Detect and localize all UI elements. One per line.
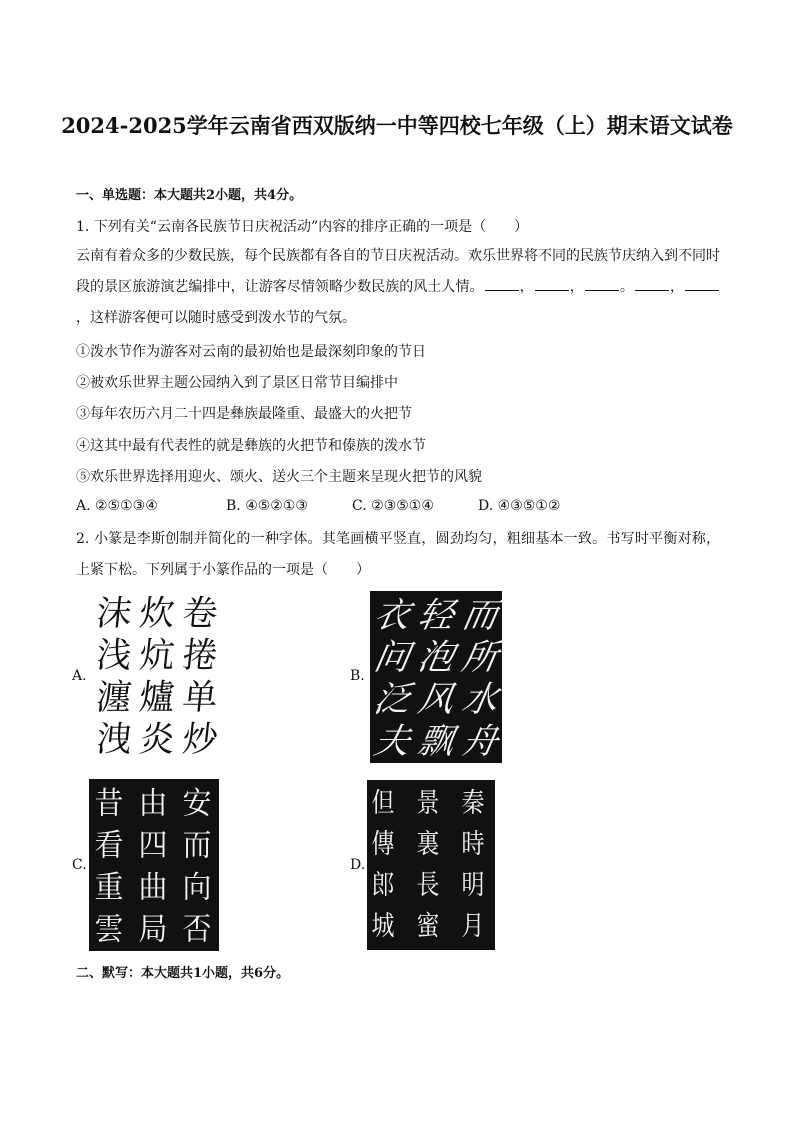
calligraphy-char: 城 [371, 911, 395, 942]
calligraphy-char: 瀍 [94, 678, 134, 718]
calligraphy-char: 傳 [371, 829, 395, 860]
answer-blank-2[interactable] [535, 276, 569, 291]
calligraphy-char: 所 [458, 638, 502, 678]
calligraphy-char: 浅 [94, 636, 134, 676]
calligraphy-char: 否 [182, 911, 212, 947]
section-heading-single-choice: 一、单选题：本大题共2小题，共4分。 [76, 188, 303, 203]
calligraphy-char: 蜜 [416, 911, 440, 942]
question-1-passage [76, 241, 720, 334]
question-1-options [76, 498, 676, 518]
calligraphy-char: 舟 [458, 722, 502, 762]
option-c[interactable]: C. ②③⑤①④ [352, 498, 434, 514]
separator: ， [519, 279, 534, 295]
image-option-d-label[interactable]: D. [350, 857, 366, 873]
calligraphy-char: 時 [461, 829, 485, 860]
answer-blank-3[interactable] [585, 276, 619, 291]
option-b[interactable]: B. ④⑤②①③ [226, 498, 308, 514]
calligraphy-char: 飘 [414, 722, 458, 762]
calligraphy-char: 裏 [416, 829, 440, 860]
calligraphy-char: 炒 [180, 720, 220, 760]
calligraphy-char: 衣 [370, 596, 414, 636]
calligraphy-char: 月 [461, 911, 485, 942]
calligraphy-image-c[interactable] [89, 779, 219, 951]
calligraphy-char: 昔 [94, 785, 124, 821]
calligraphy-char: 安 [182, 785, 212, 821]
calligraphy-char: 炕 [137, 636, 177, 676]
answer-blank-5[interactable] [685, 276, 719, 291]
calligraphy-char: 雲 [94, 911, 124, 947]
separator: ， [669, 279, 685, 295]
calligraphy-char: 炎 [137, 720, 177, 760]
calligraphy-char: 由 [138, 785, 168, 821]
calligraphy-char: 单 [180, 678, 220, 718]
calligraphy-char: 水 [458, 680, 502, 720]
calligraphy-char: 而 [458, 596, 502, 636]
calligraphy-char: 夫 [370, 722, 414, 762]
sentence-item-3: ③每年农历六月二十四是彝族最隆重、最盛大的火把节 [76, 406, 412, 422]
passage-text: 云南有着众多的少数民族，每个民族都有各自的节日庆祝活动。欢乐世界将不同的民族节庆纳入到不同时段的景区旅游演艺编排中，让游客尽情领略少数民族的风土人情。 [76, 248, 720, 295]
page-title: 2024-2025学年云南省西双版纳一中等四校七年级（上）期末语文试卷 [61, 113, 733, 138]
calligraphy-image-d[interactable] [367, 780, 495, 950]
calligraphy-char: 捲 [180, 636, 220, 676]
calligraphy-char: 但 [371, 788, 395, 819]
image-option-c-label[interactable]: C. [72, 857, 87, 873]
question-2-stem: 2. 小篆是李斯创制并简化的一种字体。其笔画横平竖直，圆劲均匀，粗细基本一致。书写时平衡对称，上紧下松。下列属于小篆作品的一项是（ ） [76, 531, 720, 578]
section-heading-dictation: 二、默写：本大题共1小题，共6分。 [76, 966, 290, 981]
option-a[interactable]: A. ②⑤①③④ [76, 498, 158, 514]
calligraphy-char: 而 [182, 827, 212, 863]
image-option-b-label[interactable]: B. [350, 668, 365, 684]
image-option-a-label[interactable]: A. [72, 668, 87, 684]
answer-blank-1[interactable] [485, 276, 519, 291]
calligraphy-char: 明 [461, 870, 485, 901]
sentence-item-1: ①泼水节作为游客对云南的最初始也是最深刻印象的节日 [76, 344, 426, 360]
calligraphy-char: 爐 [137, 678, 177, 718]
calligraphy-char: 曲 [138, 869, 168, 905]
separator: ， [569, 279, 584, 295]
calligraphy-char: 沫 [94, 594, 134, 634]
calligraphy-image-b[interactable] [370, 591, 502, 763]
passage-text-end: ，这样游客便可以随时感受到泼水节的气氛。 [76, 310, 356, 326]
calligraphy-char: 问 [370, 638, 414, 678]
calligraphy-char: 看 [94, 827, 124, 863]
calligraphy-char: 轻 [414, 596, 458, 636]
calligraphy-char: 局 [138, 911, 168, 947]
sentence-item-2: ②被欢乐世界主题公园纳入到了景区日常节目编排中 [76, 375, 398, 391]
sentence-item-5: ⑤欢乐世界选择用迎火、颂火、送火三个主题来呈现火把节的风貌 [76, 469, 482, 485]
calligraphy-char: 泡 [414, 638, 458, 678]
calligraphy-char: 秦 [461, 788, 485, 819]
calligraphy-char: 景 [416, 788, 440, 819]
calligraphy-char: 郎 [371, 870, 395, 901]
calligraphy-char: 卷 [180, 594, 220, 634]
calligraphy-char: 风 [414, 680, 458, 720]
calligraphy-char: 洩 [94, 720, 134, 760]
option-d[interactable]: D. ④③⑤①② [478, 498, 561, 514]
calligraphy-char: 重 [94, 869, 124, 905]
separator: 。 [619, 279, 634, 295]
question-1-stem: 1. 下列有关“云南各民族节日庆祝活动”内容的排序正确的一项是（ ） [76, 219, 529, 235]
calligraphy-char: 長 [416, 870, 440, 901]
calligraphy-char: 泛 [370, 680, 414, 720]
calligraphy-image-a[interactable] [92, 592, 222, 764]
calligraphy-char: 炊 [137, 594, 177, 634]
answer-blank-4[interactable] [635, 276, 669, 291]
sentence-item-4: ④这其中最有代表性的就是彝族的火把节和傣族的泼水节 [76, 438, 426, 454]
calligraphy-char: 四 [138, 827, 168, 863]
calligraphy-char: 向 [182, 869, 212, 905]
